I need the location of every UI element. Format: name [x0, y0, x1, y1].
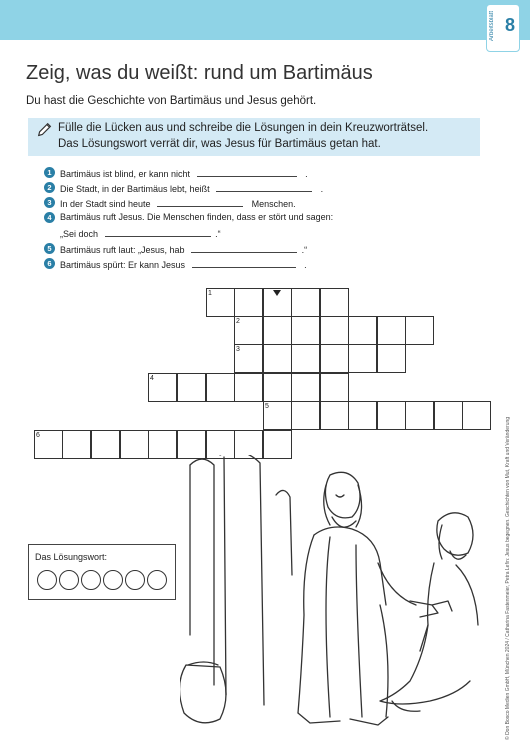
- solution-marker-icon: [273, 290, 281, 296]
- header-band: [0, 0, 530, 40]
- cell-number: 1: [208, 290, 212, 297]
- crossword-cell-solution[interactable]: [263, 373, 292, 402]
- crossword-cell[interactable]: [348, 316, 377, 345]
- crossword-cell[interactable]: [206, 373, 235, 402]
- solution-letter-circle[interactable]: [81, 570, 101, 590]
- crossword-cell[interactable]: [177, 373, 206, 402]
- crossword-cell[interactable]: [291, 401, 320, 430]
- crossword-cell[interactable]: [291, 373, 320, 402]
- crossword-cell[interactable]: [120, 430, 149, 459]
- fill-blank[interactable]: [197, 167, 297, 177]
- cell-number: 5: [265, 403, 269, 410]
- crossword-cell-solution[interactable]: [263, 344, 292, 373]
- crossword-cell[interactable]: [234, 288, 263, 317]
- page-subtitle: Du hast die Geschichte von Bartimäus und Jesus gehört.: [26, 95, 317, 107]
- solution-letter-circle[interactable]: [147, 570, 167, 590]
- page-title: Zeig, was du weißt: rund um Bartimäus: [26, 62, 373, 84]
- clue-number: 5: [44, 243, 55, 254]
- crossword-cell[interactable]: [291, 344, 320, 373]
- clue-4: 4 Bartimäus ruft Jesus. Die Menschen finden, dass er stört und sagen:: [60, 212, 333, 222]
- crossword-cell[interactable]: [148, 430, 177, 459]
- copyright-note: © Don Bosco Medien GmbH, München 2024 / Catharina Fastenmeier, Petra Lefin: Jesus begegnen. Geschichten von Mut, Kraft und Veränderung: [505, 416, 511, 740]
- solution-word-box: [28, 544, 176, 600]
- worksheet-tab: [486, 4, 520, 52]
- fill-blank[interactable]: [157, 197, 243, 207]
- clue-number: 3: [44, 197, 55, 208]
- crossword-cell[interactable]: [291, 316, 320, 345]
- crossword-cell[interactable]: [291, 288, 320, 317]
- clue-number: 4: [44, 212, 55, 223]
- clue-3: 3 In der Stadt sind heute Menschen.: [60, 197, 296, 209]
- crossword-cell[interactable]: [320, 344, 349, 373]
- crossword-cell[interactable]: [320, 373, 349, 402]
- crossword-cell[interactable]: [91, 430, 120, 459]
- clue-number: 1: [44, 167, 55, 178]
- crossword-cell[interactable]: [234, 373, 263, 402]
- solution-letter-circle[interactable]: [125, 570, 145, 590]
- fill-blank[interactable]: [216, 182, 312, 192]
- instruction-line-2: Das Lösungswort verrät dir, was Jesus für Bartimäus getan hat.: [58, 138, 381, 150]
- crossword-cell[interactable]: [348, 344, 377, 373]
- pencil-icon: [36, 121, 54, 139]
- clue-number: 6: [44, 258, 55, 269]
- crossword-cell[interactable]: [320, 316, 349, 345]
- crossword-cell[interactable]: [320, 401, 349, 430]
- fill-blank[interactable]: [105, 227, 211, 237]
- solution-letter-circle[interactable]: [59, 570, 79, 590]
- crossword-cell[interactable]: [348, 401, 377, 430]
- cell-number: 3: [236, 346, 240, 353]
- fill-blank[interactable]: [192, 258, 296, 268]
- fill-blank[interactable]: [191, 243, 297, 253]
- crossword-cell[interactable]: [462, 401, 491, 430]
- solution-letter-circle[interactable]: [37, 570, 57, 590]
- jesus-bartimaeus-illustration: [180, 455, 480, 735]
- clue-4-line-2: „Sei doch .“: [60, 229, 221, 239]
- cell-number: 4: [150, 375, 154, 382]
- cell-number: 6: [36, 432, 40, 439]
- crossword-cell-solution[interactable]: [263, 316, 292, 345]
- solution-letter-circle[interactable]: [103, 570, 123, 590]
- crossword-cell[interactable]: [377, 344, 406, 373]
- clue-1: 1 Bartimäus ist blind, er kann nicht .: [60, 167, 308, 179]
- crossword-cell[interactable]: [320, 288, 349, 317]
- clue-5: 5 Bartimäus ruft laut: „Jesus, hab .“: [60, 243, 307, 255]
- crossword-cell[interactable]: [434, 401, 463, 430]
- crossword-cell[interactable]: [62, 430, 91, 459]
- instruction-box: [28, 118, 480, 156]
- solution-word-label: Das Lösungswort:: [35, 552, 108, 562]
- crossword-cell[interactable]: [377, 401, 406, 430]
- clue-2: 2 Die Stadt, in der Bartimäus lebt, heißt .: [60, 182, 323, 194]
- crossword-cell[interactable]: [377, 316, 406, 345]
- crossword-cell[interactable]: [405, 401, 434, 430]
- crossword-cell[interactable]: [405, 316, 434, 345]
- worksheet-number: 8: [504, 15, 515, 35]
- worksheet-label: Arbeitsblatt: [489, 11, 495, 42]
- clue-6: 6 Bartimäus spürt: Er kann Jesus .: [60, 258, 307, 270]
- clue-number: 2: [44, 182, 55, 193]
- cell-number: 2: [236, 318, 240, 325]
- instruction-line-1: Fülle die Lücken aus und schreibe die Lösungen in dein Kreuzworträtsel.: [58, 122, 429, 134]
